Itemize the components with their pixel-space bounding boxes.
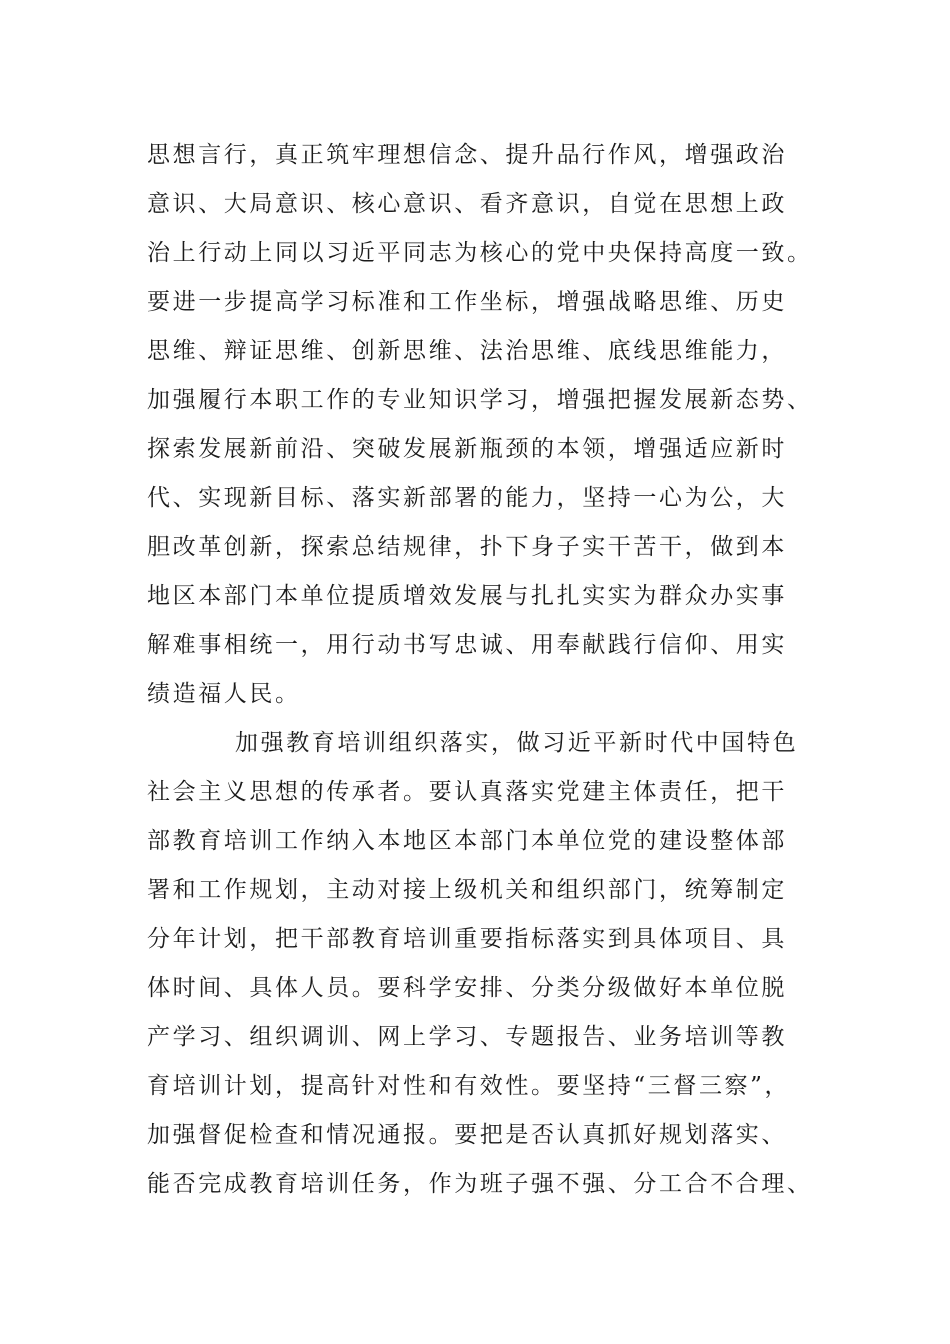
- text-line-indented: 加强教育培训组织落实，做习近平新时代中国特色: [235, 730, 799, 756]
- text-line: 思想言行，真正筑牢理想信念、提升品行作风，增强政治: [147, 142, 787, 168]
- paragraph-1: [147, 131, 813, 719]
- text-line: 加强履行本职工作的专业知识学习，增强把握发展新态势、: [147, 387, 813, 413]
- text-line: 思维、辩证思维、创新思维、法治思维、底线思维能力，: [147, 338, 787, 364]
- text-line: 胆改革创新，探索总结规律，扑下身子实干苦干，做到本: [147, 534, 787, 560]
- text-line: 分年计划，把干部教育培训重要指标落实到具体项目、具: [147, 926, 787, 952]
- body-text: [147, 131, 813, 1209]
- text-line: 地区本部门本单位提质增效发展与扎扎实实为群众办实事: [147, 583, 787, 609]
- text-line: 探索发展新前沿、突破发展新瓶颈的本领，增强适应新时: [147, 436, 787, 462]
- text-line: 体时间、具体人员。要科学安排、分类分级做好本单位脱: [147, 975, 787, 1001]
- text-line: 部教育培训工作纳入本地区本部门本单位党的建设整体部: [147, 828, 787, 854]
- paragraph-2: [147, 719, 813, 1209]
- text-line: 代、实现新目标、落实新部署的能力，坚持一心为公，大: [147, 485, 787, 511]
- text-line: 绩造福人民。: [147, 681, 301, 707]
- text-line: 署和工作规划，主动对接上级机关和组织部门，统筹制定: [147, 877, 787, 903]
- text-line: 能否完成教育培训任务，作为班子强不强、分工合不合理、: [147, 1171, 813, 1197]
- text-line: 产学习、组织调训、网上学习、专题报告、业务培训等教: [147, 1024, 787, 1050]
- text-line: 育培训计划，提高针对性和有效性。要坚持“三督三察”，: [147, 1073, 791, 1099]
- text-line: 要进一步提高学习标准和工作坐标，增强战略思维、历史: [147, 289, 787, 315]
- text-line: 治上行动上同以习近平同志为核心的党中央保持高度一致。: [147, 240, 813, 266]
- text-line: 解难事相统一，用行动书写忠诚、用奉献践行信仰、用实: [147, 632, 787, 658]
- text-line: 社会主义思想的传承者。要认真落实党建主体责任，把干: [147, 779, 787, 805]
- text-line: 加强督促检查和情况通报。要把是否认真抓好规划落实、: [147, 1122, 787, 1148]
- text-line: 意识、大局意识、核心意识、看齐意识，自觉在思想上政: [147, 191, 787, 217]
